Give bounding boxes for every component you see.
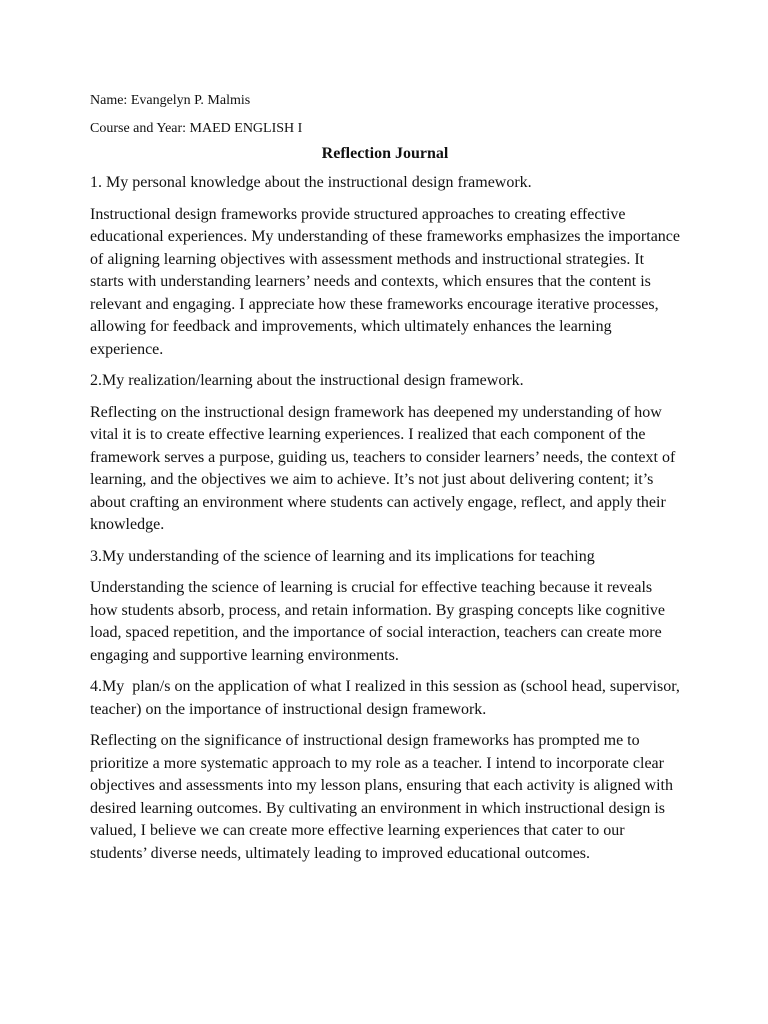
question-4: 4.My plan/s on the application of what I realized in this session as (school head, supervisor, teacher) on the importance of instructional design framework. — [90, 678, 684, 718]
answer-2: Reflecting on the instructional design framework has deepened my understanding of how vital it is to create effective learning experiences. I realized that each component of the framework serves a purpose, guiding us, teachers to consider learners’ needs, the context of learning, and the objectives we aim to achieve. It’s not just about delivering content; it’s about crafting an environment where students can actively engage, reflect, and apply their knowledge. — [90, 403, 676, 533]
answer-1: Instructional design frameworks provide structured approaches to creating effective educational experiences. My understanding of these frameworks emphasizes the importance of aligning learning objectives with assessment methods and instructional strategies. It starts with understanding learners’ needs and contexts, which ensures that the content is relevant and engaging. I appreciate how these frameworks encourage iterative processes, allowing for feedback and improvements, which ultimately enhances the learning experience. — [90, 205, 681, 358]
question-1: 1. My personal knowledge about the instructional design framework. — [90, 174, 532, 191]
document-title: Reflection Journal — [321, 145, 449, 162]
student-name: Name: Evangelyn P. Malmis — [90, 93, 251, 108]
answer-3: Understanding the science of learning is crucial for effective teaching because it reveals how students absorb, process, and retain information. By grasping concepts like cognitive load, spaced repetition, and the importance of social interaction, teachers can create more engaging and supportive learning environments. — [90, 579, 665, 664]
question-2: 2.My realization/learning about the instructional design framework. — [90, 372, 524, 389]
answer-4: Reflecting on the significance of instructional design frameworks has prompted me to prioritize a more systematic approach to my role as a teacher. I intend to incorporate clear objectives and assessments into my lesson plans, ensuring that each activity is aligned with desired learning outcomes. By cultivating an environment in which instructional design is valued, I believe we can create more effective learning experiences that cater to our students’ diverse needs, ultimately leading to improved educational outcomes. — [90, 732, 673, 862]
course-and-year: Course and Year: MAED ENGLISH I — [90, 121, 303, 136]
question-3: 3.My understanding of the science of learning and its implications for teaching — [90, 547, 595, 565]
